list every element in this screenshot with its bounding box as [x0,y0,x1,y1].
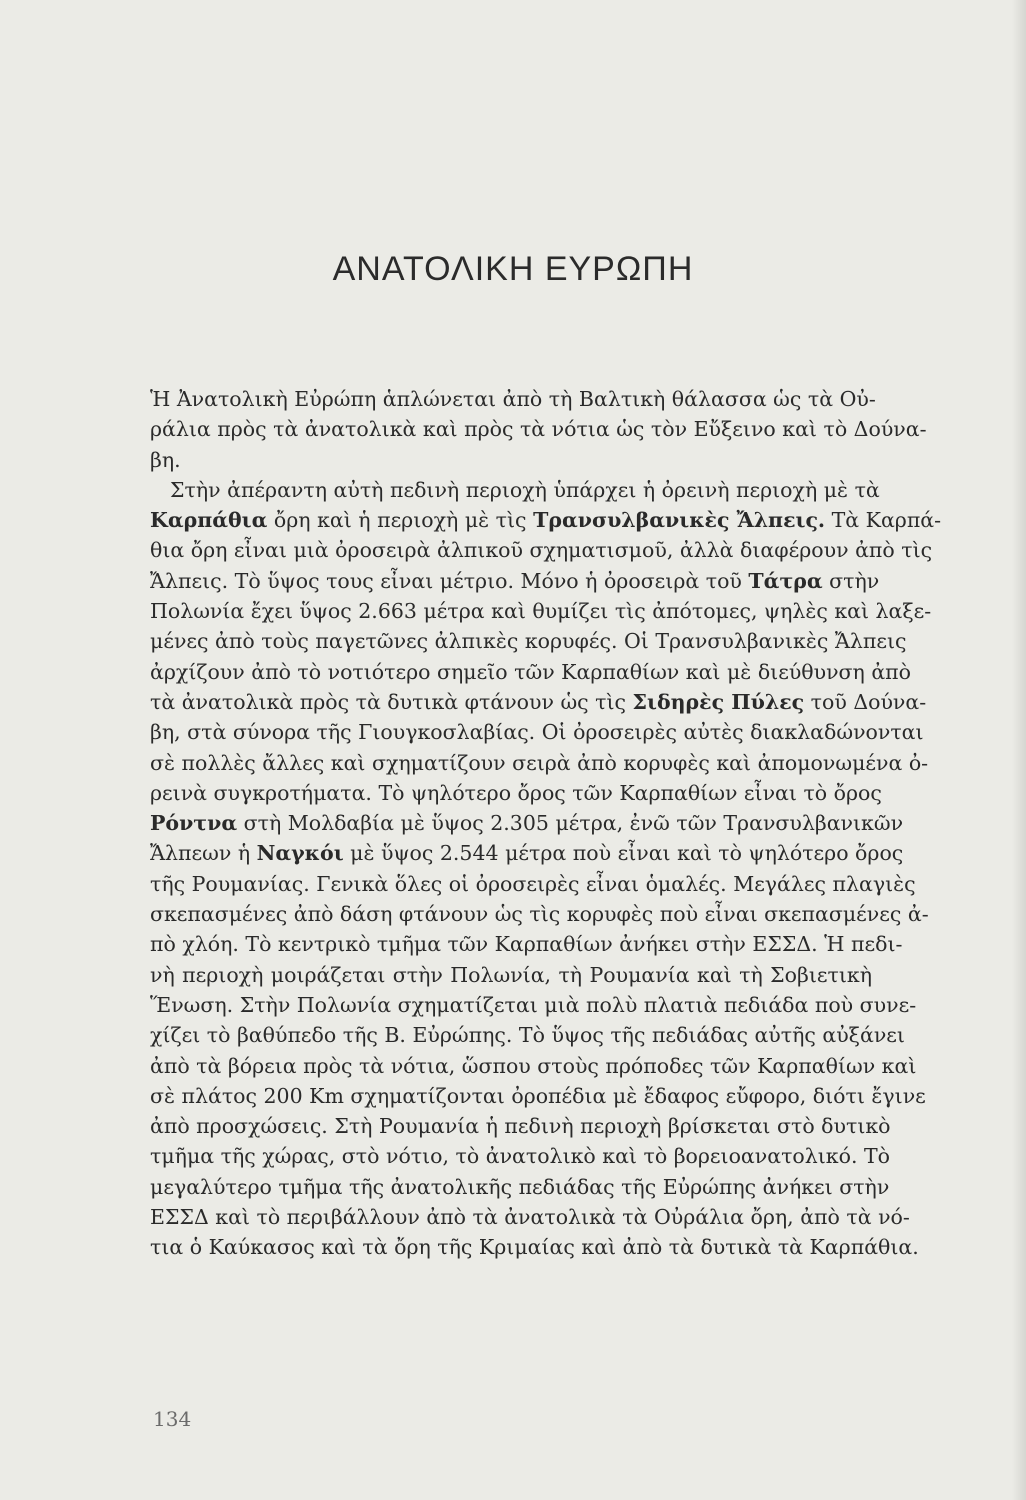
text-segment: τοῦ Δούνα- [804,689,927,714]
body-text [150,384,942,1263]
text-line [150,1202,910,1232]
text-line [150,929,903,959]
text-segment: ράλια πρὸς τὰ ἀνατολικὰ καὶ πρὸς τὰ νότια ὡς τὸν Εὔξεινο καὶ τὸ Δούνα- [150,417,927,442]
text-segment: σὲ πολλὲς ἄλλες καὶ σχηματίζουν σειρὰ ἀπὸ κορυφὲς καὶ ἀπομονωμένα ὀ- [150,750,929,775]
text-segment: ἀπὸ τὰ βόρεια πρὸς τὰ νότια, ὥσπου στοὺς πρόποδες τῶν Καρπαθίων καὶ [150,1053,917,1078]
bold-term: Ρόντνα [150,811,238,836]
text-line [150,566,880,596]
text-segment: Ἄλπεις. Τὸ ὕψος τους εἶναι μέτριο. Μόνο ἡ ὀροσειρὰ τοῦ [150,568,749,593]
text-line [150,1111,891,1141]
text-line [150,717,924,747]
text-line [150,1051,917,1081]
page-title: ΑΝΑΤΟΛΙΚΗ ΕΥΡΩΠΗ [332,250,694,288]
text-line [150,687,927,717]
text-line [150,445,872,475]
text-segment: μεγαλύτερο τμῆμα τῆς ἀνατολικῆς πεδιάδας τῆς Εὐρώπης ἀνήκει στὴν [150,1174,890,1199]
text-line [150,1081,926,1111]
text-segment: πὸ χλόη. Τὸ κεντρικὸ τμῆμα τῶν Καρπαθίων ἀνήκει στὴν ΕΣΣΔ. Ἡ πεδι- [150,932,903,957]
text-segment: χίζει τὸ βαθύπεδο τῆς Β. Εὐρώπης. Τὸ ὕψος τῆς πεδιάδας αὐτῆς αὐξάνει [150,1023,905,1048]
text-line [150,505,942,535]
text-line [150,596,932,626]
bold-term: Τρανσυλβανικὲς Ἄλπεις. [533,508,826,533]
text-segment: νὴ περιοχὴ μοιράζεται στὴν Πολωνία, τὴ Ρουμανία καὶ τὴ Σοβιετικὴ [150,962,872,987]
text-segment: βη, στὰ σύνορα τῆς Γιουγκοσλαβίας. Οἱ ὀροσειρὲς αὐτὲς διακλαδώνονται [150,720,924,745]
text-segment: Ἕνωση. Στὴν Πολωνία σχηματίζεται μιὰ πολὺ πλατιὰ πεδιάδα ποὺ συνε- [150,992,917,1017]
text-segment: ἀρχίζουν ἀπὸ τὸ νοτιότερο σημεῖο τῶν Καρπαθίων καὶ μὲ διεύθυνση ἀπὸ [150,659,912,684]
text-line [150,899,929,929]
text-segment: βη. [150,447,181,472]
text-line [150,535,933,565]
text-segment: μὲ ὕψος 2.544 μέτρα ποὺ εἶναι καὶ τὸ ψηλότερο ὄρος [343,841,904,866]
bold-term: Ναγκόι [256,841,344,866]
text-line [150,808,904,838]
text-segment: Τὰ Καρπά- [825,508,942,533]
text-line [150,1172,890,1202]
text-segment: Πολωνία ἔχει ὕψος 2.663 μέτρα καὶ θυμίζει τὶς ἀπότομες, ψηλὲς καὶ λαξε- [150,599,932,624]
text-line [150,1020,905,1050]
text-line [150,1232,919,1262]
text-segment: θια ὄρη εἶναι μιὰ ὀροσειρὰ ἀλπικοῦ σχηματισμοῦ, ἀλλὰ διαφέρουν ἀπὸ τὶς [150,538,933,563]
text-segment: σὲ πλάτος 200 Km σχηματίζονται ὀροπέδια μὲ ἔδαφος εὔφορο, διότι ἔγινε [150,1083,926,1108]
page-number: 134 [153,1407,192,1431]
text-segment: ὄρη καὶ ἡ περιοχὴ μὲ τὶς [267,508,534,533]
text-segment: σκεπασμένες ἀπὸ δάση φτάνουν ὡς τὶς κορυφὲς ποὺ εἶναι σκεπασμένες ἀ- [150,902,929,927]
text-line [150,748,929,778]
text-line [150,475,880,505]
text-segment: Ἄλπεων ἡ [150,841,257,866]
text-line [150,1141,891,1171]
bold-term: Καρπάθια [150,508,268,533]
text-segment: Στὴν ἀπέραντη αὐτὴ πεδινὴ περιοχὴ ὑπάρχει ἡ ὀρεινὴ περιοχὴ μὲ τὰ [170,477,880,502]
text-line [150,990,917,1020]
text-line [150,384,876,414]
text-line [150,657,912,687]
text-line [150,960,872,990]
text-line [150,869,916,899]
bold-term: Τάτρα [748,568,823,593]
text-segment: στὴ Μολδαβία μὲ ὕψος 2.305 μέτρα, ἐνῶ τῶν Τρανσυλβανικῶν [237,811,904,836]
text-line [150,778,882,808]
text-segment: τμῆμα τῆς χώρας, στὸ νότιο, τὸ ἀνατολικὸ καὶ τὸ βορειοανατολικό. Τὸ [150,1144,891,1169]
text-segment: ΕΣΣΔ καὶ τὸ περιβάλλουν ἀπὸ τὰ ἀνατολικὰ τὰ Οὐράλια ὄρη, ἀπὸ τὰ νό- [150,1205,910,1230]
text-segment: τῆς Ρουμανίας. Γενικὰ ὅλες οἱ ὀροσειρὲς εἶναι ὁμαλές. Μεγάλες πλαγιὲς [150,871,916,896]
bold-term: Σιδηρὲς Πύλες [632,689,805,714]
page-edge [1012,0,1026,1500]
text-segment: μένες ἀπὸ τοὺς παγετῶνες ἀλπικὲς κορυφές. Οἱ Τρανσυλβανικὲς Ἄλπεις [150,629,907,654]
text-line [150,626,907,656]
text-line [150,414,927,444]
text-segment: στὴν [822,568,880,593]
text-segment: Ἡ Ἀνατολικὴ Εὐρώπη ἁπλώνεται ἀπὸ τὴ Βαλτικὴ θάλασσα ὡς τὰ Οὐ- [150,387,876,411]
text-line [150,838,904,868]
text-segment: ἀπὸ προσχώσεις. Στὴ Ρουμανία ἡ πεδινὴ περιοχὴ βρίσκεται στὸ δυτικὸ [150,1114,891,1139]
text-segment: τὰ ἀνατολικὰ πρὸς τὰ δυτικὰ φτάνουν ὡς τὶς [150,689,633,714]
text-segment: ρεινὰ συγκροτήματα. Τὸ ψηλότερο ὄρος τῶν Καρπαθίων εἶναι τὸ ὄρος [150,780,882,805]
text-segment: τια ὁ Καύκασος καὶ τὰ ὄρη τῆς Κριμαίας καὶ ἀπὸ τὰ δυτικὰ τὰ Καρπάθια. [150,1235,919,1260]
